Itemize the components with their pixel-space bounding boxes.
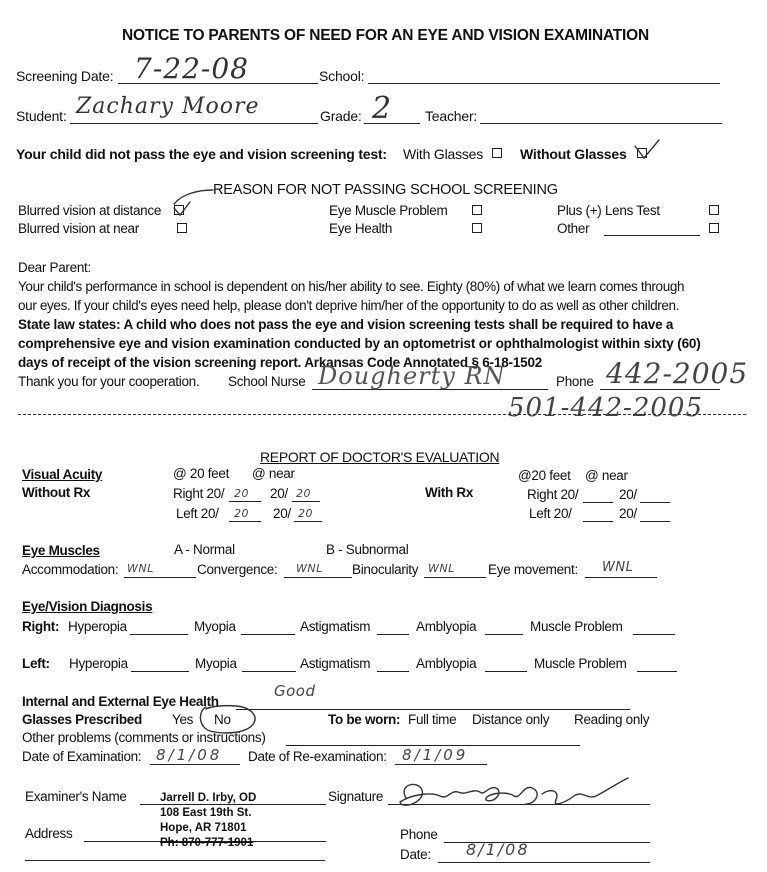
without-rx-near: @ near xyxy=(252,466,295,481)
with-rx-right-near-line[interactable] xyxy=(640,502,670,503)
left-hyperopia-label: Hyperopia xyxy=(69,656,128,671)
reason-eye-muscle-checkbox[interactable] xyxy=(472,205,482,215)
reasons-heading: REASON FOR NOT PASSING SCHOOL SCREENING xyxy=(213,182,558,198)
convergence-line xyxy=(284,577,352,578)
right-muscle-problem-label: Muscle Problem xyxy=(530,619,623,634)
examiner-signature[interactable] xyxy=(392,774,632,818)
reexam-date-value[interactable]: 8/1/09 xyxy=(402,746,469,764)
law-line-1: State law states: A child who does not pass the eye and vision screening tests shall be required to have a xyxy=(18,317,674,332)
full-time-option[interactable]: Full time xyxy=(408,712,457,727)
with-rx-left-near-prefix: 20/ xyxy=(619,506,637,521)
address-line-1: 108 East 19th St. xyxy=(160,807,252,819)
binocularity-line xyxy=(424,577,486,578)
glasses-prescribed-label: Glasses Prescribed xyxy=(22,712,142,727)
letter-greeting: Dear Parent: xyxy=(18,260,91,275)
b-subnormal-legend: B - Subnormal xyxy=(326,542,409,557)
left-muscle-problem-label: Muscle Problem xyxy=(534,656,627,671)
with-glasses-checkbox[interactable] xyxy=(492,148,502,158)
reason-blurred-distance-label: Blurred vision at distance xyxy=(18,203,162,218)
left-muscle-problem-line[interactable] xyxy=(637,671,677,672)
thanks-text: Thank you for your cooperation. xyxy=(18,374,200,389)
phone-label-bottom: Phone xyxy=(400,827,438,842)
left-astigmatism-label: Astigmatism xyxy=(300,656,371,671)
date-value-bottom[interactable]: 8/1/08 xyxy=(466,840,530,859)
without-rx-20-feet: @ 20 feet xyxy=(173,466,230,481)
diagnosis-heading: Eye/Vision Diagnosis xyxy=(22,599,153,614)
accommodation-value[interactable]: WNL xyxy=(127,562,154,575)
left-far-line xyxy=(229,521,261,522)
a-normal-legend: A - Normal xyxy=(174,542,235,557)
right-hyperopia-label: Hyperopia xyxy=(68,619,127,634)
with-rx-left-far-line[interactable] xyxy=(583,521,613,522)
left-amblyopia-line[interactable] xyxy=(485,671,527,672)
left-amblyopia-label: Amblyopia xyxy=(416,656,477,671)
law-line-3: days of receipt of the vision screening report. Arkansas Code Annotated § 6-18-1502 xyxy=(18,355,543,370)
with-rx-right-near-prefix: 20/ xyxy=(619,487,637,502)
without-glasses-label: Without Glasses xyxy=(520,146,627,162)
student-value[interactable]: Zachary Moore xyxy=(76,94,260,119)
address-line-extra xyxy=(25,860,325,861)
date-line-bottom xyxy=(438,862,650,863)
student-label: Student: xyxy=(16,108,67,124)
left-hyperopia-line[interactable] xyxy=(131,671,189,672)
date-label-bottom: Date: xyxy=(400,847,431,862)
right-amblyopia-line[interactable] xyxy=(485,634,523,635)
binocularity-value[interactable]: WNL xyxy=(428,562,455,575)
left-astigmatism-line[interactable] xyxy=(377,671,409,672)
eye-movement-value[interactable]: WNL xyxy=(602,560,634,575)
with-glasses-label: With Glasses xyxy=(403,146,484,162)
exam-date-label: Date of Examination: xyxy=(22,749,142,764)
cut-line-divider xyxy=(18,414,746,415)
phone-value-alt[interactable]: 501-442-2005 xyxy=(508,393,703,423)
left-near-line xyxy=(294,521,322,522)
reason-plus-lens-checkbox[interactable] xyxy=(709,205,719,215)
with-rx-right-prefix: Right 20/ xyxy=(527,487,579,502)
eye-movement-label: Eye movement: xyxy=(488,562,578,577)
letter-line-2: our eyes. If your child's eyes need help, please don't deprive him/her of the opportunity to do as well as other children. xyxy=(18,298,680,313)
address-phone: Ph: 870-777-1901 xyxy=(160,837,254,849)
accommodation-line xyxy=(124,577,196,578)
teacher-label: Teacher: xyxy=(425,108,478,124)
law-line-2: comprehensive eye and vision examination conducted by an optometrist or ophthalmologist within sixty (60) xyxy=(18,336,701,351)
right-astigmatism-label: Astigmatism xyxy=(300,619,371,634)
phone-label: Phone xyxy=(556,374,594,389)
left-myopia-line[interactable] xyxy=(242,671,296,672)
binocularity-label: Binocularity xyxy=(352,562,419,577)
school-line[interactable] xyxy=(368,83,720,84)
school-nurse-label: School Nurse xyxy=(228,374,306,389)
left-near-prefix: 20/ xyxy=(273,506,291,521)
distance-only-option[interactable]: Distance only xyxy=(472,712,550,727)
right-amblyopia-label: Amblyopia xyxy=(416,619,477,634)
fail-statement: Your child did not pass the eye and vision screening test: xyxy=(16,146,387,162)
examiner-name-value: Jarrell D. Irby, OD xyxy=(160,792,257,804)
page-title: NOTICE TO PARENTS OF NEED FOR AN EYE AND VISION EXAMINATION xyxy=(122,27,650,44)
visual-acuity-heading: Visual Acuity xyxy=(22,467,103,482)
school-nurse-signature[interactable]: Dougherty RN xyxy=(318,362,506,390)
with-rx-left-near-line[interactable] xyxy=(640,521,670,522)
reason-eye-health-checkbox[interactable] xyxy=(472,223,482,233)
right-far-line xyxy=(229,501,261,502)
with-rx-near: @ near xyxy=(585,468,628,483)
address-line-2: Hope, AR 71801 xyxy=(160,822,247,834)
diagnosis-right-label: Right: xyxy=(22,619,60,634)
right-near-value[interactable]: 20 xyxy=(296,487,311,500)
reason-other-checkbox[interactable] xyxy=(709,223,719,233)
right-hyperopia-line[interactable] xyxy=(130,634,188,635)
reason-other-label: Other xyxy=(557,221,590,236)
right-muscle-problem-line[interactable] xyxy=(633,634,675,635)
without-rx-label: Without Rx xyxy=(22,485,91,500)
reason-other-line[interactable] xyxy=(604,235,700,236)
exam-date-line xyxy=(150,764,240,765)
convergence-label: Convergence: xyxy=(197,562,278,577)
student-line xyxy=(70,123,318,124)
other-problems-label: Other problems (comments or instructions) xyxy=(22,730,266,745)
with-rx-right-far-line[interactable] xyxy=(583,502,613,503)
with-rx-label: With Rx xyxy=(425,485,474,500)
eye-health-label: Internal and External Eye Health xyxy=(22,694,219,709)
reason-eye-muscle-label: Eye Muscle Problem xyxy=(329,203,448,218)
left-near-value[interactable]: 20 xyxy=(298,507,313,520)
eye-muscles-heading: Eye Muscles xyxy=(22,543,100,558)
without-glasses-check-mark xyxy=(632,138,662,164)
screening-date-label: Screening Date: xyxy=(16,68,114,84)
glasses-yes-option[interactable]: Yes xyxy=(172,712,194,727)
school-label: School: xyxy=(319,68,365,84)
screening-date-value[interactable]: 7-22-08 xyxy=(134,52,249,85)
reading-only-option[interactable]: Reading only xyxy=(574,712,650,727)
address-label: Address xyxy=(25,826,73,841)
phone-value[interactable]: 442-2005 xyxy=(606,357,749,390)
right-astigmatism-line[interactable] xyxy=(377,634,409,635)
eye-movement-line xyxy=(585,577,657,578)
reexam-date-label: Date of Re-examination: xyxy=(248,749,387,764)
exam-date-value[interactable]: 8/1/08 xyxy=(156,746,223,764)
eye-health-value[interactable]: Good xyxy=(274,682,316,700)
letter-line-1: Your child's performance in school is dependent on his/her ability to see. Eighty (80%) of what we learn comes through xyxy=(18,279,685,294)
reason-blurred-distance-check-mark xyxy=(171,199,193,219)
left-far-prefix: Left 20/ xyxy=(176,506,219,521)
accommodation-label: Accommodation: xyxy=(22,562,119,577)
right-near-line xyxy=(292,501,320,502)
reexam-date-line xyxy=(395,764,487,765)
signature-label: Signature xyxy=(328,789,384,804)
right-myopia-line[interactable] xyxy=(241,634,295,635)
grade-label: Grade: xyxy=(320,108,362,124)
reason-eye-health-label: Eye Health xyxy=(329,221,393,236)
teacher-line[interactable] xyxy=(480,123,722,124)
examiner-name-label: Examiner's Name xyxy=(25,789,127,804)
with-rx-left-prefix: Left 20/ xyxy=(529,506,572,521)
diagnosis-left-label: Left: xyxy=(22,656,50,671)
reason-blurred-near-checkbox[interactable] xyxy=(177,223,187,233)
left-myopia-label: Myopia xyxy=(195,656,237,671)
right-near-prefix: 20/ xyxy=(270,486,288,501)
left-far-value[interactable]: 20 xyxy=(234,507,249,520)
grade-value[interactable]: 2 xyxy=(372,91,393,126)
to-be-worn-label: To be worn: xyxy=(328,712,401,727)
eye-health-line xyxy=(236,709,630,710)
right-myopia-label: Myopia xyxy=(194,619,236,634)
glasses-no-option[interactable]: No xyxy=(214,712,231,727)
reason-plus-lens-label: Plus (+) Lens Test xyxy=(557,203,660,218)
with-rx-20-feet: @20 feet xyxy=(518,468,571,483)
right-far-value[interactable]: 20 xyxy=(234,487,249,500)
report-heading: REPORT OF DOCTOR'S EVALUATION xyxy=(260,449,500,465)
convergence-value[interactable]: WNL xyxy=(296,562,323,575)
right-far-prefix: Right 20/ xyxy=(173,486,225,501)
reason-blurred-near-label: Blurred vision at near xyxy=(18,221,139,236)
